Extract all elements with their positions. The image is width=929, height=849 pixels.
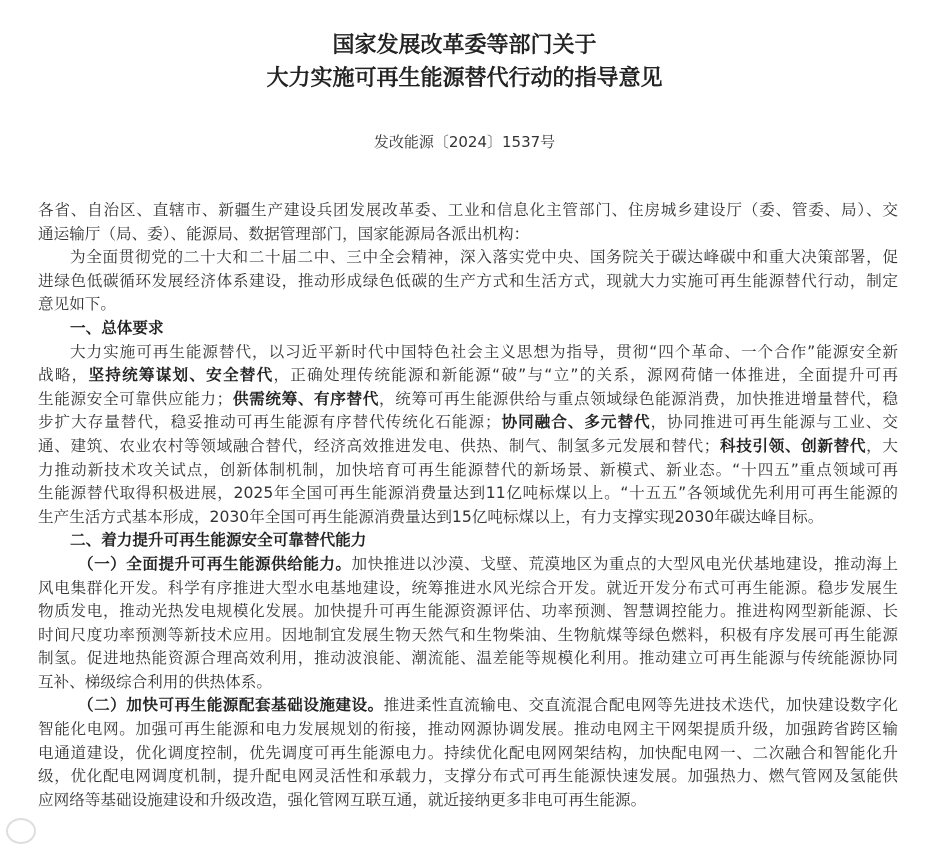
text-segment: ，统筹可再生能源供给与重点领域绿色能源消费，加快推进增量替代，稳 <box>379 389 898 408</box>
document-number: 发改能源〔2024〕1537号 <box>373 133 556 151</box>
text-line <box>38 199 898 223</box>
text-segment: 为全面贯彻党的二十大和二十届二中、三中全会精神，深入落实党中央、国务院关于碳达峰碳中和重大决策部署，促 <box>70 248 898 267</box>
text-segment: 通、建筑、农业农村等领域融合替代，经济高效推进发电、供热、制气、制氢多元发展和替代； <box>38 436 720 455</box>
text-line <box>38 647 898 671</box>
text-segment: 生能源替代取得积极进展，2025年全国可再生能源消费量达到11亿吨标煤以上。“十五五”各领域优先利用可再生能源的 <box>38 484 898 503</box>
text-segment: 制氢。促进地热能资源合理高效利用，推动波浪能、潮流能、温差能等规模化利用。推动建立可再生能源与传统能源协同 <box>38 649 898 668</box>
text-segment: ，大 <box>866 436 898 455</box>
text-segment: 生产生活方式基本形成，2030年全国可再生能源消费量达到15亿吨标煤以上，有力支撑实现2030年碳达峰目标。 <box>38 507 824 526</box>
text-line <box>38 742 898 766</box>
text-segment: 加快推进以沙漠、戈壁、荒漠地区为重点的大型风电光伏基地建设，推动海上 <box>351 554 898 573</box>
text-segment: 意见如下。 <box>38 295 116 314</box>
bold-text-segment: 供需统筹、有序替代 <box>232 389 380 408</box>
text-line <box>38 246 898 270</box>
text-segment: 级，优化配电网调度机制，提升配电网灵活性和承载力，支撑分布式可再生能源快速发展。加强热力、燃气管网及氢能供 <box>38 767 898 786</box>
text-line <box>38 223 898 247</box>
text-line <box>38 553 898 577</box>
text-segment: 大力实施可再生能源替代，以习近平新时代中国特色社会主义思想为指导，贯彻“四个革命、一个合作”能源安全新 <box>70 342 898 361</box>
text-line <box>38 718 898 742</box>
text-line <box>38 624 898 648</box>
bold-text-segment: 坚持统筹谋划、安全替代 <box>88 366 274 385</box>
text-segment: 应网络等基础设施建设和升级改造，强化管网互联互通，就近接纳更多非电可再生能源。 <box>38 790 647 809</box>
text-line <box>38 506 898 530</box>
text-line <box>38 529 898 553</box>
bold-text-segment: 一、总体要求 <box>70 318 164 337</box>
text-line <box>38 577 898 601</box>
text-segment: 力推动新技术攻关试点，创新体制机制，加快培育可再生能源替代的新场景、新模式、新业态。“十四五”重点领域可再 <box>38 460 898 479</box>
bold-text-segment: （二）加快可再生能源配套基础设施建设。 <box>78 696 384 715</box>
text-line <box>38 435 898 459</box>
text-line <box>38 270 898 294</box>
text-segment: ，正确处理传统能源和新能源“破”与“立”的关系，源网荷储一体推进，全面提升可再 <box>273 366 898 385</box>
document-title-line-1: 国家发展改革委等部门关于 <box>332 33 597 58</box>
text-segment: 电通道建设，优化调度控制，优先调度可再生能源电力。持续优化配电网网架结构，加快配电网一、二次融合和智能化升 <box>38 743 898 762</box>
text-line <box>38 694 898 718</box>
text-segment: 互补、梯级综合利用的供热体系。 <box>38 672 272 691</box>
text-line <box>38 482 898 506</box>
text-segment: 各省、自治区、直辖市、新疆生产建设兵团发展改革委、工业和信息化主管部门、住房城乡建设厅（委、管委、局）、交 <box>38 201 898 219</box>
text-segment: 时间尺度功率预测等新技术应用。因地制宜发展生物天然气和生物柴油、生物航煤等绿色燃料，积极有序发展可再生能源 <box>38 625 898 644</box>
bold-text-segment: 协同融合、多元替代 <box>500 413 651 432</box>
text-segment: ，协同推进可再生能源与工业、交 <box>650 413 898 432</box>
watermark-icon <box>6 818 36 844</box>
text-line <box>38 459 898 483</box>
bold-text-segment: 科技引领、创新替代 <box>719 436 867 455</box>
document-title-line-2: 大力实施可再生能源替代行动的指导意见 <box>266 66 663 91</box>
text-line <box>38 600 898 624</box>
text-line <box>38 341 898 365</box>
text-line <box>38 364 898 388</box>
text-segment: 智能化电网。加强可再生能源和电力发展规划的衔接，推动网源协调发展。推动电网主干网架提质升级，加强跨省跨区输 <box>38 720 898 739</box>
text-segment: 战略， <box>38 366 89 385</box>
bold-text-segment: （一）全面提升可再生能源供给能力。 <box>78 554 352 573</box>
text-line <box>38 388 898 412</box>
text-line <box>38 789 898 813</box>
text-line <box>38 317 898 341</box>
document-body <box>38 199 898 812</box>
text-line <box>38 765 898 789</box>
text-line <box>38 671 898 695</box>
text-line <box>38 293 898 317</box>
text-segment: 生能源安全可靠供应能力； <box>38 389 233 408</box>
text-segment: 步扩大存量替代，稳妥推动可再生能源有序替代传统化石能源； <box>38 413 501 432</box>
text-segment: 物质发电，推动光热发电规模化发展。加快提升可再生能源资源评估、功率预测、智慧调控能力。推进构网型新能源、长 <box>38 602 898 621</box>
text-segment: 推进柔性直流输电、交直流混合配电网等先进技术迭代，加快建设数字化 <box>383 696 898 715</box>
text-segment: 进绿色低碳循环发展经济体系建设，推动形成绿色低碳的生产方式和生活方式，现就大力实施可再生能源替代行动，制定 <box>38 271 898 290</box>
text-line <box>38 411 898 435</box>
text-segment: 通运输厅（局、委）、能源局、数据管理部门，国家能源局各派出机构： <box>38 224 530 243</box>
bold-text-segment: 二、着力提升可再生能源安全可靠替代能力 <box>70 531 367 550</box>
text-segment: 风电集群化开发。科学有序推进大型水电基地建设，统筹推进水风光综合开发。就近开发分布式可再生能源。稳步发展生 <box>38 578 898 597</box>
